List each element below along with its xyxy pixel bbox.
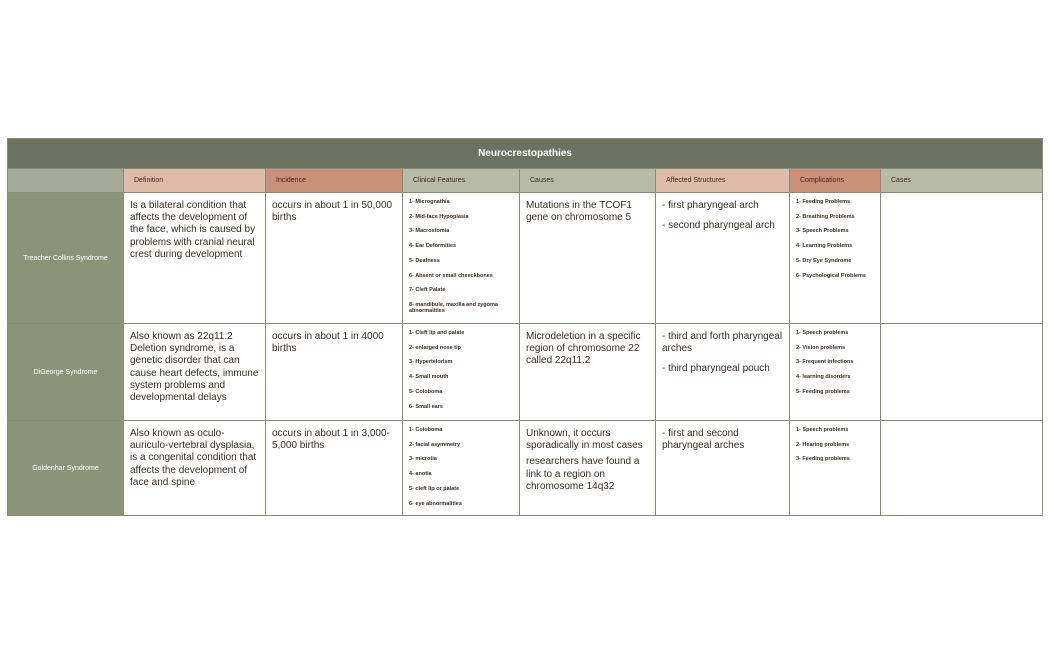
complication-item: 3- Feeding problems — [796, 456, 850, 463]
clinical-feature-item: 3- microtia — [409, 456, 437, 463]
affected-structure-item: - first and second pharyngeal arches — [662, 428, 745, 452]
complication-item: 1- Speech problems — [796, 427, 849, 434]
complication-item: 3- Speech Problems — [796, 228, 849, 235]
definition-cell: Is a bilateral condition that affects the development of the face, which is caused by problems with cranial neural crest during development — [124, 193, 266, 324]
clinical-feature-item: 3- Hypertelorism — [409, 359, 453, 366]
clinical-feature-item: 7- Cleft Palate — [409, 287, 446, 294]
clinical-features-list — [409, 427, 513, 507]
cases-cell — [881, 421, 1043, 516]
complication-item: 3- Frequent infections — [796, 359, 854, 366]
definition-cell: Also known as 22q11.2 Deletion syndrome, is a genetic disorder that can cause heart defects, immune system problems and developmental delays — [124, 324, 266, 421]
complication-item: 1- Speech problems — [796, 330, 849, 337]
clinical-feature-item: 6- Absent or small cheeckbones — [409, 272, 493, 279]
clinical-feature-item: 2- facial asymmetry — [409, 441, 461, 448]
clinical-feature-item: 5- cleft lip or palate — [409, 485, 460, 492]
clinical-feature-item: 4- anotia — [409, 471, 432, 478]
affected-structures-cell — [656, 421, 790, 516]
header-affected-structures: Affected Structures — [656, 169, 790, 193]
clinical-feature-item: 6- Small ears — [409, 403, 443, 410]
complications-list — [796, 330, 874, 395]
clinical-feature-item: 5- Deafness — [409, 257, 440, 264]
complication-item: 1- Feeding Problems — [796, 199, 851, 205]
clinical-feature-item: 6- eye abnormalities — [409, 500, 462, 507]
clinical-feature-item: 2- Mid-face Hypoplasia — [409, 213, 469, 220]
clinical-features-list — [409, 330, 513, 410]
clinical-feature-item: 3- Macrostomia — [409, 228, 450, 235]
complication-item: 6- Psychological Problems — [796, 272, 866, 279]
clinical-features-cell — [403, 324, 520, 421]
affected-structure-item: - first pharyngeal arch — [662, 200, 759, 211]
complication-item: 2- Breathing Problems — [796, 213, 855, 220]
clinical-feature-item: 2- enlarged nose tip — [409, 344, 461, 351]
clinical-feature-item: 4- Ear Deformities — [409, 243, 457, 250]
clinical-feature-item: 1- Coloboma — [409, 427, 443, 434]
affected-structure-item: - third pharyngeal pouch — [662, 363, 770, 375]
complication-item: 2- Hearing problems — [796, 441, 850, 448]
affected-structures-cell — [656, 324, 790, 421]
header-causes: Causes — [520, 169, 656, 193]
cases-cell — [881, 324, 1043, 421]
causes-cell — [520, 193, 656, 324]
clinical-feature-item: 1- Cleft lip and palate — [409, 330, 465, 337]
cause-text: Unknown, it occurs sporadically in most cases — [526, 428, 643, 452]
affected-structure-item: - second pharyngeal arch — [662, 220, 775, 232]
header-clinical-features: Clinical Features — [403, 169, 520, 193]
header-blank — [8, 169, 124, 193]
complication-item: 2- Vision problems — [796, 344, 846, 351]
complication-item: 4- Learning Problems — [796, 243, 853, 250]
affected-structure-item: - third and forth pharyngeal arches — [662, 331, 783, 355]
clinical-feature-item: 8- mandibule, maxilla and zygoma abnormalities — [409, 301, 498, 315]
cases-cell — [881, 193, 1043, 324]
clinical-features-list — [409, 199, 513, 315]
syndrome-name: Treacher Collins Syndrome — [8, 193, 124, 324]
complications-cell — [790, 324, 881, 421]
complication-item: 5- Feeding problems — [796, 388, 850, 395]
complications-cell — [790, 193, 881, 324]
syndrome-name: Goldenhar Syndrome — [8, 421, 124, 516]
neurocrestopathies-table — [7, 138, 1043, 516]
syndrome-name: DiGeorge Syndrome — [8, 324, 124, 421]
complication-item: 4- learning disorders — [796, 374, 851, 381]
clinical-feature-item: 5- Coloboma — [409, 388, 443, 395]
clinical-feature-item: 4- Small mouth — [409, 374, 449, 381]
complications-list — [796, 427, 874, 463]
clinical-features-cell — [403, 193, 520, 324]
table-row — [8, 421, 1043, 516]
table-title: Neurocrestopathies — [8, 139, 1043, 169]
complications-cell — [790, 421, 881, 516]
clinical-features-cell — [403, 421, 520, 516]
incidence-cell: occurs in about 1 in 4000 births — [266, 324, 403, 421]
header-incidence: Incidence — [266, 169, 403, 193]
header-row — [8, 169, 1043, 193]
incidence-cell: occurs in about 1 in 50,000 births — [266, 193, 403, 324]
cause-text: Microdeletion in a specific region of chromosome 22 called 22q11.2 — [526, 331, 641, 367]
table-row — [8, 193, 1043, 324]
incidence-cell: occurs in about 1 in 3,000-5,000 births — [266, 421, 403, 516]
causes-cell — [520, 324, 656, 421]
clinical-feature-item: 1- Micrognathia — [409, 199, 450, 205]
cause-text: researchers have found a link to a region on chromosome 14q32 — [526, 456, 640, 492]
definition-cell: Also known as oculo-auriculo-vertebral dysplasia, is a congenital condition that affects the development of face and spine — [124, 421, 266, 516]
header-complications: Complications — [790, 169, 881, 193]
complications-list — [796, 199, 874, 279]
affected-structures-cell — [656, 193, 790, 324]
header-definition: Definition — [124, 169, 266, 193]
causes-cell — [520, 421, 656, 516]
cause-text: Mutations in the TCOF1 gene on chromosome 5 — [526, 200, 632, 224]
header-cases: Cases — [881, 169, 1043, 193]
complication-item: 5- Dry Eye Syndrome — [796, 257, 852, 264]
table-row — [8, 324, 1043, 421]
